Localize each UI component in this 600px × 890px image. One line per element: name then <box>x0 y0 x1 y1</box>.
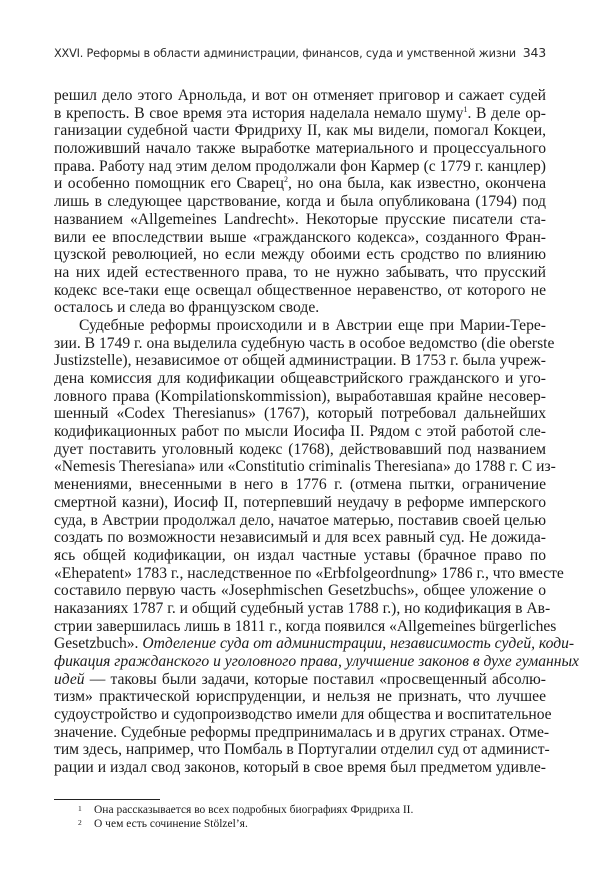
footnotes <box>78 804 413 831</box>
text-span: зии. В 1749 г. она выделила судебную часть в особое ведомство (die oberste <box>54 334 555 352</box>
text-span: — таковы были задачи, которые поставил «просвещенный абсолю- <box>84 670 546 688</box>
emphasis-text: фикация гражданского и уголовного права, улучшение законов в духе гуманных <box>54 653 579 670</box>
text-span: рации и издал свод законов, который в свое время был предметом удивле- <box>54 759 546 777</box>
text-span: смертной казни), Иосиф II, потерпевший неудачу в реформе имперского <box>54 493 546 511</box>
text-line <box>54 423 546 441</box>
text-line <box>54 529 546 547</box>
text-line <box>54 723 550 742</box>
text-span: «Nemesis Theresiana» или «Constitutio criminalis Theresiana» до 1788 г. С из- <box>54 458 556 476</box>
text-line <box>54 246 546 264</box>
text-line <box>54 494 546 512</box>
text-span: права. Работу над этим делом продолжали фон Кармер (с 1779 г. канцлер) <box>54 157 546 175</box>
body-text <box>54 87 579 777</box>
text-span: дует поставить уголовный кодекс (1768), действовавший под названием <box>54 440 546 458</box>
text-line <box>54 105 546 123</box>
text-span: цузской революцией, но если между обоими есть сродство по влиянию <box>54 246 546 264</box>
text-line <box>54 158 546 176</box>
text-line <box>54 334 555 353</box>
page-number: 343 <box>522 45 546 60</box>
text-span: , но она была, как известно, окончена <box>288 175 546 193</box>
text-span: Justizstelle), независимое от общей администрации. В 1753 г. была учреж- <box>54 352 546 370</box>
emphasis-text: Отделение суда от администрации, независимость судей, коди- <box>142 635 575 653</box>
text-span: дена комиссия для кодификации общеавстрийского гражданского и уго- <box>54 370 546 387</box>
text-span: тим здесь, например, что Помбаль в Португалии отделил суд от админист- <box>54 741 550 759</box>
text-line <box>54 405 546 423</box>
text-span: кодификационных работ по мысли Иосифа II. Рядом с этой работой сле- <box>54 423 546 441</box>
text-span: кодекс все-таки еще освещал общественное неравенство, от которого не <box>54 281 546 299</box>
text-span: шенный «Codex Theresianus» (1767), который потребовал дальнейших <box>54 405 546 423</box>
text-line <box>54 671 546 689</box>
text-line <box>54 193 546 211</box>
text-span: . В деле ор- <box>467 104 546 122</box>
text-line <box>54 211 546 229</box>
text-line <box>54 599 551 618</box>
text-span: ловного права (Kompilationskommission), выработавшая крайне несовер- <box>54 387 546 405</box>
text-span: на них идей естественного права, то не нужно забывать, что прусский <box>54 263 546 281</box>
text-span: стрии завершилась лишь в 1811 г., когда появился «Allgemeines bürgerliches <box>54 617 557 635</box>
text-line <box>54 564 564 583</box>
text-line <box>54 317 546 335</box>
text-span: наказаниях 1787 г. и общий судебный устав 1788 г.), но кодификация в Ав- <box>54 599 551 617</box>
text-span: решил дело этого Арнольда, и вот он отменяет приговор и сажает судей <box>54 87 546 104</box>
text-line <box>54 441 546 459</box>
text-line <box>54 458 556 476</box>
text-line <box>54 140 546 158</box>
text-span: судоустройство и судопроизводство имели для общества и воспитательное <box>54 706 552 724</box>
text-span: ганизации судебной части Фридриху II, как мы видели, помогал Кокцеи, <box>54 122 546 140</box>
text-line <box>54 635 575 653</box>
text-span: вили ее впоследствии выше «гражданского кодекса», созданного Фран- <box>54 228 546 246</box>
text-line <box>54 582 546 600</box>
footnote-reference[interactable]: 1 <box>463 104 468 114</box>
text-line <box>54 617 557 636</box>
footnote-number: 2 <box>78 817 82 827</box>
text-line <box>54 547 546 565</box>
footnote <box>78 818 413 832</box>
running-header <box>54 45 546 60</box>
text-line <box>54 122 546 140</box>
text-line <box>54 87 546 105</box>
text-span: лишь в следующее царствование, когда и была опубликована (1794) под <box>54 193 546 211</box>
text-span: суда, в Австрии продолжал дело, начатое матерью, поставив своей целью <box>54 511 546 529</box>
text-span: ясь общей кодификации, он издал частные уставы (брачное право по <box>54 546 546 564</box>
chapter-title: XXVI. Реформы в области администрации, финансов, суда и умственной жизни <box>54 47 516 60</box>
text-line <box>54 282 546 300</box>
text-line <box>54 476 546 494</box>
text-span: тизм» практической юриспруденции, и нельзя не признать, что лучшее <box>54 688 546 706</box>
text-span: в крепость. В свое время эта история наделала немало шуму <box>54 104 464 122</box>
text-line <box>54 512 546 530</box>
text-span: положивший начало также выработке материального и процессуального <box>54 140 546 158</box>
footnote-text: Она рассказывается во всех подробных биографиях Фридриха II. <box>94 804 414 816</box>
text-line <box>54 229 546 247</box>
text-line <box>54 688 546 706</box>
text-span: названием «Allgemeines Landrecht». Некоторые прусские писатели ста- <box>54 210 546 228</box>
text-line <box>54 741 550 759</box>
footnote-reference[interactable]: 2 <box>284 175 289 185</box>
text-span: менениями, внесенными в него в 1776 г. (отмена пытки, ограничение <box>54 476 546 494</box>
text-line <box>54 759 546 777</box>
text-span: Gesetzbuch». <box>54 635 143 653</box>
text-line <box>54 175 546 193</box>
text-span: значение. Судебные реформы предпринималась и в других странах. Отме- <box>54 723 550 741</box>
text-span: «Ehepatent» 1783 г., наследственное по «Erbfolgeordnung» 1786 г., что вместе <box>54 564 564 582</box>
text-line <box>54 388 546 406</box>
footnote-text: О чем есть сочинение Stölzel’я. <box>94 817 248 830</box>
text-span: осталось и следа во французском своде. <box>54 299 320 317</box>
emphasis-text: идей <box>54 670 85 688</box>
text-line <box>54 352 546 370</box>
text-span: и особенно помощник его Сварец <box>54 175 285 193</box>
text-span: составило первую часть «Josephmischen Gesetzbuchs», общее уложение о <box>54 582 546 600</box>
footnote-number: 1 <box>78 804 82 813</box>
text-line <box>54 264 546 282</box>
text-line <box>54 370 546 388</box>
text-line <box>54 653 579 671</box>
footnote-divider <box>54 799 160 800</box>
footnote <box>78 804 413 818</box>
text-span: создать по возможности независимый и для всех равный суд. Не дожида- <box>54 529 546 547</box>
text-line <box>54 706 552 724</box>
text-line <box>54 299 546 317</box>
text-span: Судебные реформы происходили и в Австрии еще при Марии-Тере- <box>79 316 546 334</box>
